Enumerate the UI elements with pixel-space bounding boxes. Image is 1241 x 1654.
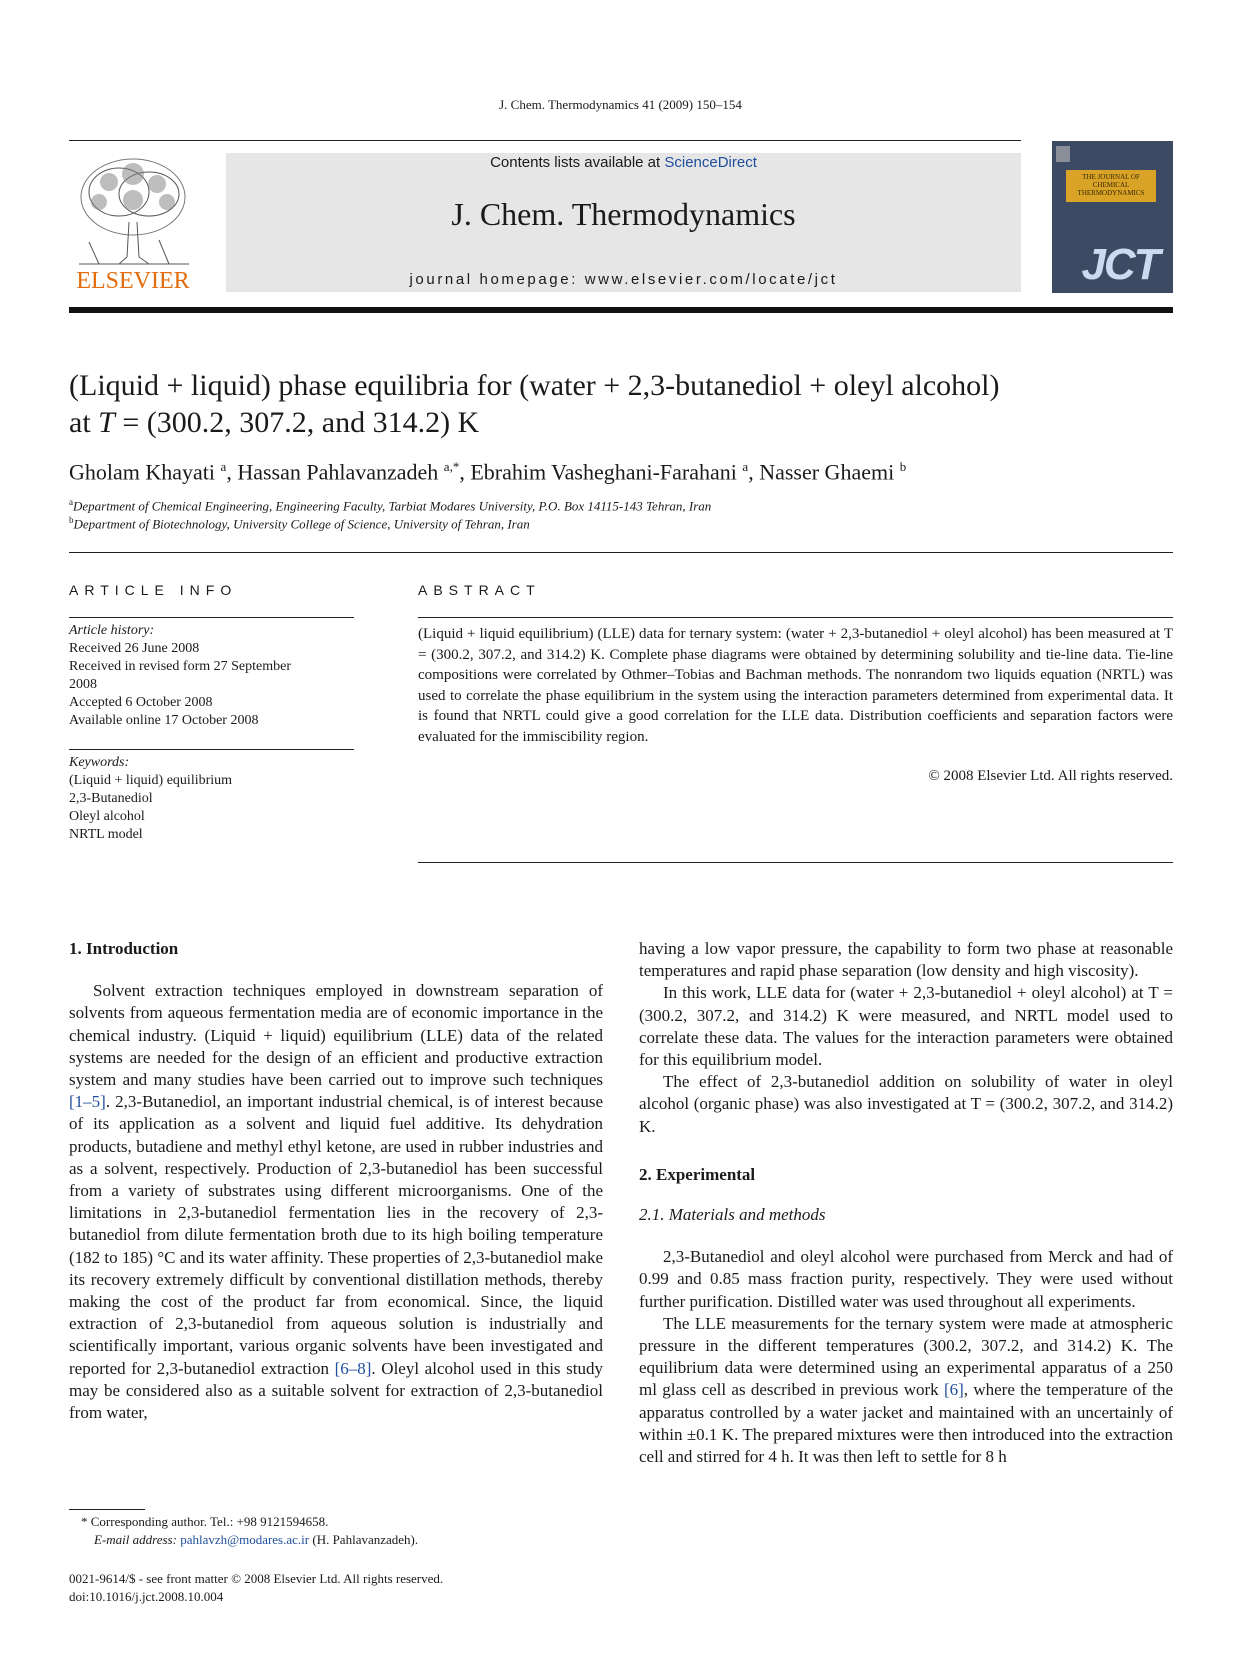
- title-post: = (300.2, 307.2, and 314.2) K: [114, 406, 480, 439]
- keyword-item: NRTL model: [69, 827, 143, 842]
- affiliation-a: [69, 497, 1173, 514]
- header-thick-rule: [69, 307, 1173, 313]
- intro-text-b: . 2,3-Butanediol, an important industrial chemical, is of interest because of its application as a solvent and liquid fuel additive. Its dehydration products, butadiene and methyl ethyl ketone, are used in rubber industries and as a solvent, respectively. Production of 2,3-butanediol has been successful from a variety of substrates using different microorganisms. One of the limitations in 2,3-butanediol fermentation lies in the recovery of 2,3-butanediol from dilute fermentation broth due to its high boiling temperature (182 to 185) °C and its water affinity. These properties of 2,3-butanediol make its recovery extremely difficult by conventional distillation methods, thereby making the cost of the product far from economical. Since, the liquid extraction of 2,3-butanediol from aqueous solution is industrially and scientifically important, various organic solvents have been investigated and reported for 2,3-butanediol extraction: [69, 1092, 603, 1378]
- lle-text-b: , where the temperature of the apparatus controlled by a water jacket and maintained with an uncertainly of within ±0.1 K. The prepared mixtures were then introduced into the extraction cell and stirred for 4 h. It was then left to settle for 8 h: [639, 1380, 1173, 1467]
- history-label: Article history:: [69, 623, 155, 638]
- abstract-text: (Liquid + liquid equilibrium) (LLE) data for ternary system: (water + 2,3-butanediol + oleyl alcohol) has been measured at T = (300.2, 307.2, and 314.2) K. Complete phase diagrams were obtained by determining solubility and tie-line data. Tie-line compositions were correlated by Othmer–Tobias and Bachman methods. The nonrandom two liquids equation (NRTL) was used to correlate the phase equilibrium in the system using the interaction parameters determined from experimental data. It is found that NRTL could give a good correlation for the LLE data. Distribution coefficients and separation factors were evaluated for the immiscibility region.: [418, 626, 1173, 745]
- author-list: Gholam Khayati $^a$, Hassan Pahlavanzadeh $^{a,*}$, Ebrahim Vasheghani-Farahani $^a$, Nasser Ghaemi $^b$: [69, 459, 907, 485]
- author-name: Gholam Khayati: [69, 459, 216, 485]
- materials-subheading: 2.1. Materials and methods: [639, 1205, 826, 1225]
- keywords: [69, 754, 354, 844]
- issn-line: 0021-9614/$ - see front matter © 2008 Elsevier Ltd. All rights reserved.: [69, 1571, 444, 1586]
- keyword-item: 2,3-Butanediol: [69, 791, 153, 806]
- email-link[interactable]: pahlavzh@modares.ac.ir: [180, 1532, 310, 1547]
- intro-continuation: having a low vapor pressure, the capability to form two phase at reasonable temperatures and rapid phase separation (low density and high viscosity).: [639, 939, 1173, 981]
- intro-text-a: Solvent extraction techniques employed in downstream separation of solvents from aqueous fermentation media are of economic importance in the chemical industry. (Liquid + liquid) equilibrium (LLE) data of the related systems are needed for the design of an efficient and productive extraction system and many studies have been carried out to improve such techniques: [69, 981, 603, 1090]
- affil-text: Department of Biotechnology, University College of Science, University of Tehran, Iran: [73, 516, 530, 532]
- experimental-heading: 2. Experimental: [639, 1164, 756, 1184]
- title-line-2: [69, 404, 1173, 441]
- title-rule: [69, 552, 1173, 553]
- corresponding-footnote: * Corresponding author. Tel.: +98 9121594658.: [81, 1514, 329, 1529]
- history-item: Received in revised form 27 September: [69, 659, 291, 674]
- cover-jct-logo: JCT: [1081, 240, 1159, 289]
- article-history: [69, 622, 354, 730]
- history-item: Available online 17 October 2008: [69, 713, 259, 728]
- keyword-item: (Liquid + liquid) equilibrium: [69, 773, 233, 788]
- sciencedirect-link[interactable]: ScienceDirect: [664, 154, 757, 171]
- title-T: T: [98, 406, 115, 439]
- contents-prefix: Contents lists available at: [490, 154, 665, 171]
- cover-publisher-mark: [1056, 146, 1070, 162]
- keywords-rule: [69, 749, 354, 750]
- header-rule: [69, 140, 1021, 141]
- intro-text-c: . Oleyl alcohol used in this study may be considered also as a suitable solvent for extraction of 2,3-butanediol from water,: [69, 1358, 603, 1423]
- doi-line[interactable]: doi:10.1016/j.jct.2008.10.004: [69, 1589, 224, 1604]
- email-footnote: [94, 1531, 654, 1549]
- article-info-rule: [69, 617, 354, 618]
- lle-text-a: The LLE measurements for the ternary system were made at atmospheric pressure in the different temperatures (300.2, 307.2, and 314.2) K. The equilibrium data were determined using an experimental apparatus of a 250 ml glass cell as described in previous work: [639, 1313, 1173, 1400]
- ref-link[interactable]: [6]: [943, 1380, 964, 1400]
- abstract-bottom-rule: [418, 862, 1173, 863]
- journal-title: J. Chem. Thermodynamics: [451, 196, 796, 232]
- journal-homepage[interactable]: journal homepage: www.elsevier.com/locate/jct: [409, 271, 838, 288]
- body-left-column: [69, 938, 603, 1424]
- affil-text: Department of Chemical Engineering, Engineering Faculty, Tarbiat Modares University, P.O. Box 14115-143 Tehran, Iran: [73, 498, 712, 514]
- materials-paragraph: 2,3-Butanediol and oleyl alcohol were purchased from Merck and had of 0.99 and 0.85 mass fraction purity, respectively. They were used without further purification. Distilled water was used throughout all experiments.: [639, 1247, 1173, 1311]
- intro-paragraph-3: The effect of 2,3-butanediol addition on solubility of water in oleyl alcohol (organic phase) was also investigated at T = (300.2, 307.2, and 314.2) K.: [639, 1072, 1173, 1136]
- ref-link[interactable]: [1–5]: [69, 1092, 106, 1112]
- author-sup: a,*: [443, 459, 460, 474]
- author-sup: a: [742, 459, 749, 474]
- lle-paragraph: [639, 1313, 1173, 1468]
- cover-title-box: THE JOURNAL OF CHEMICAL THERMODYNAMICS: [1066, 170, 1156, 202]
- contents-line: [226, 154, 1021, 171]
- keyword-item: Oleyl alcohol: [69, 809, 145, 824]
- title-line-1: (Liquid + liquid) phase equilibria for (water + 2,3-butanediol + oleyl alcohol): [69, 369, 1000, 402]
- history-item: Accepted 6 October 2008: [69, 695, 213, 710]
- article-title: [69, 367, 1173, 441]
- elsevier-wordmark: ELSEVIER: [76, 268, 190, 294]
- intro-heading: 1. Introduction: [69, 939, 179, 958]
- article-info-heading: ARTICLE INFO: [69, 582, 238, 598]
- author-name: Hassan Pahlavanzadeh: [237, 459, 439, 485]
- author-sup: a: [220, 459, 227, 474]
- history-item: Received 26 June 2008: [69, 641, 200, 656]
- author-name: Nasser Ghaemi: [759, 459, 895, 485]
- email-label: E-mail address:: [94, 1532, 181, 1547]
- title-pre: at: [69, 406, 99, 439]
- abstract-heading: ABSTRACT: [418, 582, 541, 598]
- footnote-rule: [69, 1509, 145, 1510]
- intro-paragraph-2: In this work, LLE data for (water + 2,3-butanediol + oleyl alcohol) at T = (300.2, 307.2, and 314.2) K were measured, and NRTL model used to correlate these data. The values for the interaction parameters were obtained for this equilibrium model.: [639, 983, 1173, 1070]
- email-suffix: (H. Pahlavanzadeh).: [309, 1532, 419, 1547]
- affiliation-b: [69, 515, 1173, 532]
- journal-citation: J. Chem. Thermodynamics 41 (2009) 150–154: [499, 97, 742, 112]
- keywords-label: Keywords:: [69, 755, 130, 770]
- affil-sup: a: [69, 497, 73, 507]
- ref-link[interactable]: [6–8]: [334, 1358, 372, 1378]
- body-right-column: [639, 938, 1173, 1468]
- author-sup: b: [899, 459, 907, 474]
- history-item: 2008: [69, 677, 97, 692]
- abstract-copyright: © 2008 Elsevier Ltd. All rights reserved.: [928, 768, 1173, 784]
- abstract-rule: [418, 617, 1173, 618]
- intro-paragraph: [69, 980, 603, 1424]
- affil-sup: b: [69, 515, 74, 525]
- author-name: Ebrahim Vasheghani-Farahani: [470, 459, 737, 485]
